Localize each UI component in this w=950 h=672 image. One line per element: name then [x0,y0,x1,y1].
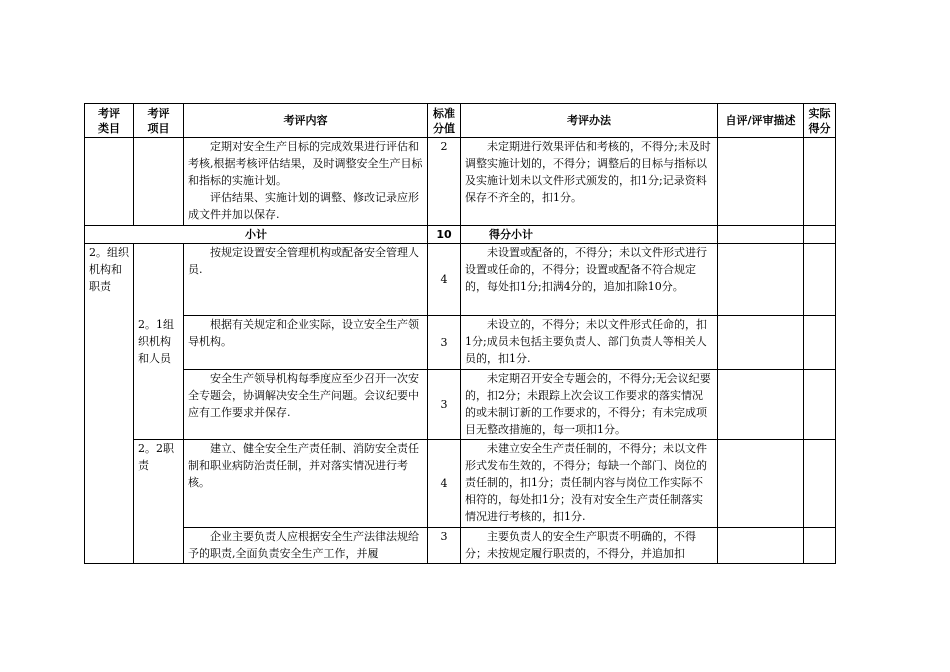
item-2-2-text: 2。2职责 [138,442,174,472]
cell-actual [804,226,836,244]
cell-content [184,370,428,440]
method-text: 未定期召开安全专题会的，不得分;无会议纪要的，扣2分；未跟踪上次会议工作要求的落实情况的或未制订新的工作要求的，不得分；有未完成项目无整改措施的，每一项扣1分。 [465,372,711,436]
cell-content [184,244,428,316]
header-category-text: 考评 类目 [98,106,120,135]
header-method [461,104,718,138]
subtotal-method-label: 得分小计 [489,228,533,241]
cell-self-eval [718,244,804,316]
method-text: 未建立安全生产责任制的，不得分；未以文件形式发布生效的，不得分；每缺一个部门、岗位的责任制的，扣1分；责任制内容与岗位工作实际不相符的，每处扣1分；没有对安全生产责任制落实情况进行考核的，扣1分. [465,442,707,523]
method-text: 未设立的，不得分；未以文件形式任命的，扣1分;成员未包括主要负责人、部门负责人等相关人员的，扣1分. [465,318,707,365]
method-text: 主要负责人的安全生产职责不明确的，不得分；未按规定履行职责的，不得分，并追加扣 [465,530,696,560]
content-paragraph: 企业主要负责人应根据安全生产法律法规给予的职责,全面负责安全生产工作，并履 [188,530,419,560]
cell-item-2-1 [134,244,184,440]
table-row [85,440,836,528]
cell-content [184,440,428,528]
score-value: 3 [440,398,448,411]
cell-self-eval [718,316,804,370]
method-text: 未设置或配备的，不得分；未以文件形式进行设置或任命的，不得分；设置或配备不符合规定的，每处扣1分;扣满4分的，追加扣除10分。 [465,246,707,293]
cell-self-eval [718,528,804,564]
cell-score [428,244,461,316]
cell-method [461,138,718,226]
cell-item [134,138,184,226]
cell-actual [804,244,836,316]
header-actual [804,104,836,138]
cell-score [428,316,461,370]
table-header-row [85,104,836,138]
cell-score [428,528,461,564]
header-self-eval-text: 自评/评审描述 [725,114,796,127]
cell-score [428,370,461,440]
score-value: 3 [440,530,448,543]
table-row [85,370,836,440]
cell-actual [804,370,836,440]
cell-actual [804,440,836,528]
content-paragraph: 评估结果、实施计划的调整、修改记录应形成文件并加以保存. [188,191,419,221]
content-paragraph: 安全生产领导机构每季度应至少召开一次安全专题会，协调解决安全生产问题。会议纪要中应有工作要求并保存. [188,372,419,419]
subtotal-row [85,226,836,244]
cell-score [428,440,461,528]
subtotal-label-cell [85,226,428,244]
cell-method [461,244,718,316]
cell-self-eval [718,226,804,244]
score-value: 2 [440,140,448,153]
cell-method [461,370,718,440]
method-text: 未定期进行效果评估和考核的，不得分;未及时调整实施计划的，不得分；调整后的目标与指标以及实施计划未以文件形式颁发的，扣1分;记录资料保存不齐全的，扣1分。 [465,140,711,204]
header-method-text: 考评办法 [567,114,611,127]
table-row [85,316,836,370]
cell-method [461,528,718,564]
content-paragraph: 按规定设置安全管理机构或配备安全管理人员. [188,246,419,276]
subtotal-method-cell [461,226,718,244]
cell-actual [804,528,836,564]
cell-self-eval [718,370,804,440]
subtotal-score: 10 [436,228,452,241]
cell-method [461,316,718,370]
header-item [134,104,184,138]
content-paragraph: 定期对安全生产目标的完成效果进行评估和考核,根据考核评估结果，及时调整安全生产目标和指标的实施计划。 [188,140,423,187]
cell-category-2 [85,244,134,564]
header-content [184,104,428,138]
score-value: 4 [440,273,448,286]
header-actual-text: 实际 得分 [808,106,831,135]
cell-self-eval [718,138,804,226]
cell-content [184,138,428,226]
header-content-text: 考评内容 [283,114,328,127]
header-score-text: 标准 分值 [433,106,455,135]
header-item-text: 考评 项目 [147,106,170,135]
evaluation-table [84,103,836,564]
cell-self-eval [718,440,804,528]
cell-item-2-2 [134,440,184,564]
content-paragraph: 根据有关规定和企业实际，设立安全生产领导机构。 [188,318,419,348]
table-row [85,528,836,564]
subtotal-score-cell [428,226,461,244]
table-row [85,138,836,226]
header-score [428,104,461,138]
header-category [85,104,134,138]
cell-method [461,440,718,528]
cell-content [184,528,428,564]
cell-actual [804,316,836,370]
cell-actual [804,138,836,226]
subtotal-label: 小计 [245,228,267,241]
header-self-eval [718,104,804,138]
cell-content [184,316,428,370]
score-value: 4 [440,477,448,490]
cell-score [428,138,461,226]
score-value: 3 [440,336,448,349]
cell-category [85,138,134,226]
category-2-text: 2。组织机构和职责 [89,246,129,293]
content-paragraph: 建立、健全安全生产责任制、消防安全责任制和职业病防治责任制，并对落实情况进行考核。 [188,442,419,489]
item-2-1-text: 2。1组织机构和人员 [138,318,174,365]
table-row [85,244,836,316]
